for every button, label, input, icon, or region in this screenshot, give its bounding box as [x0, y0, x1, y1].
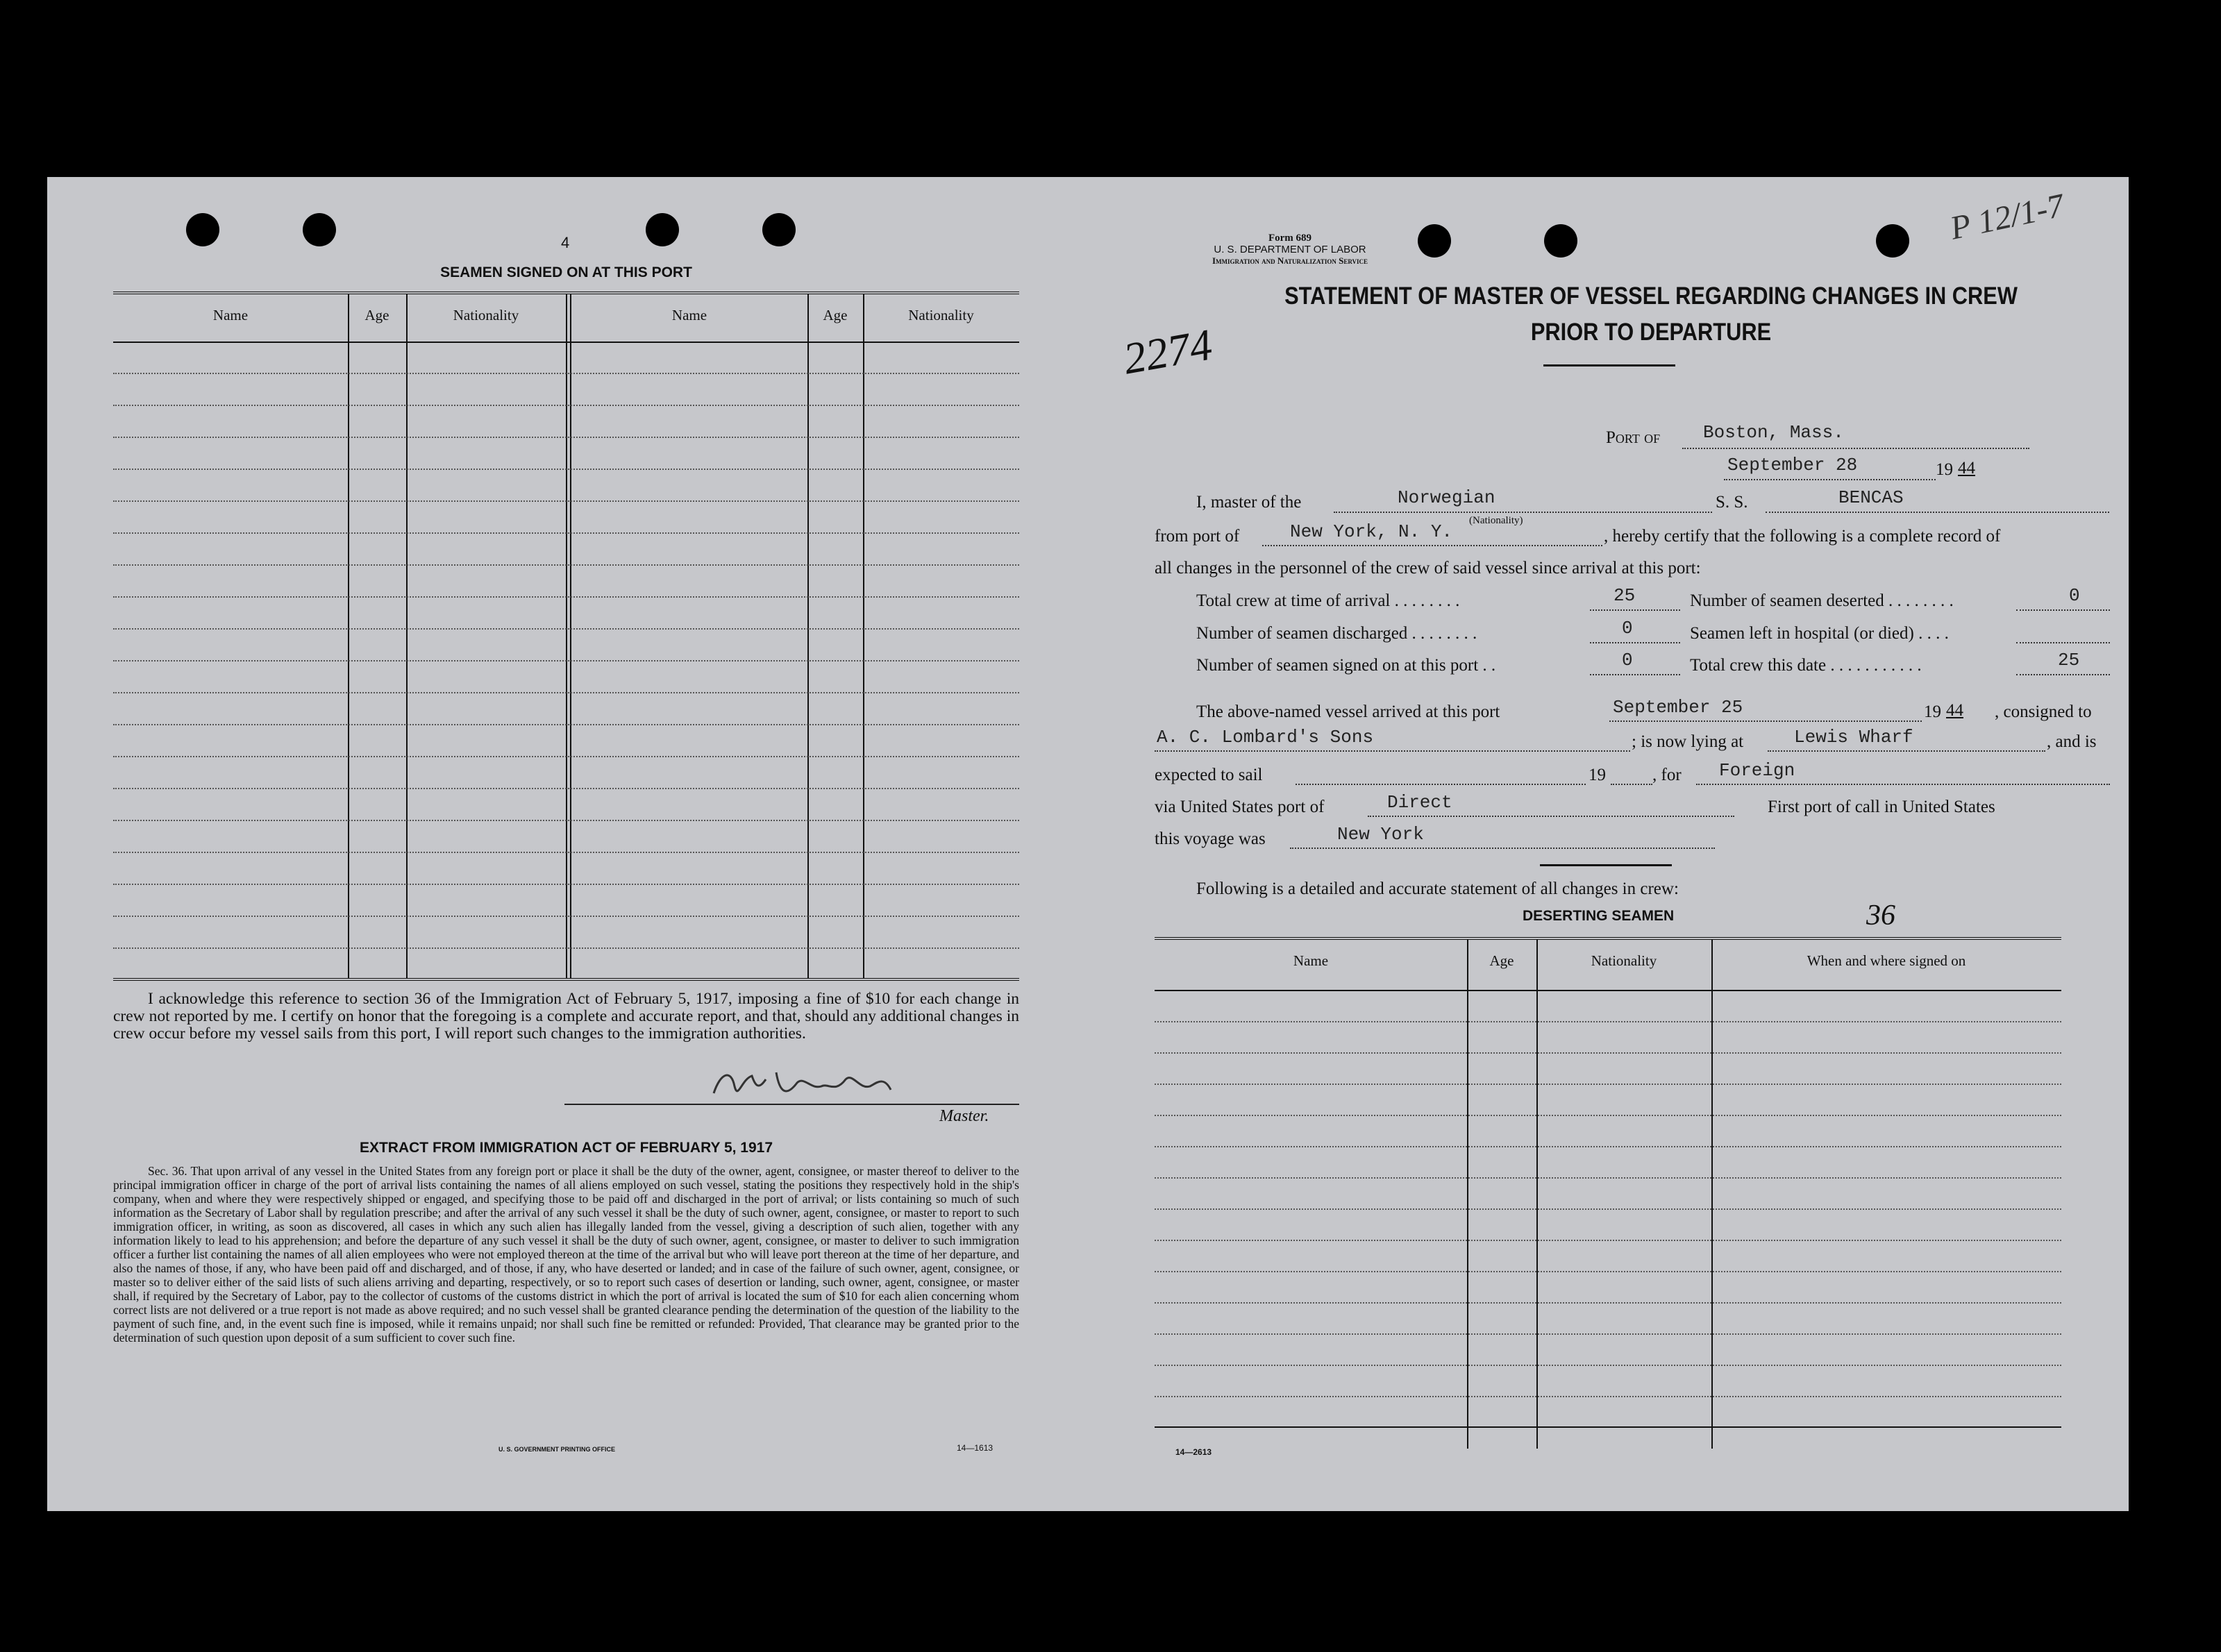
col-header-when-where: When and where signed on: [1807, 952, 1966, 969]
consignee-value: A. C. Lombard's Sons: [1157, 727, 1374, 748]
port-label: Port of: [1606, 428, 1661, 447]
master-of-the-label: I, master of the: [1196, 493, 1302, 512]
arrived-year-prefix: 19: [1924, 702, 1941, 721]
punch-hole: [1544, 224, 1577, 258]
col-header-name: Name: [212, 307, 249, 323]
certify-text-2: all changes in the personnel of the crew of said vessel since arrival at this port:: [1155, 559, 1701, 578]
extract-text: Sec. 36. That upon arrival of any vessel in the United States from any foreign port or place it shall be the duty of the owner, agent, consignee, or master thereof to deliver to the principal immigration officer in charge of the port of arrival lists containing the names of all aliens employed on such vessel, stating the positions they respectively hold in the ship's company, when and where they were respectively shipped or engaged, and specifying those to be paid off and discharged in the port of arrival; or lists containing so much of such information as the Secretary of Labor shall by regulation prescribe; and after the arrival of any such vessel it shall be the duty of such owner, agent, consignee, or master to report to such immigration officer, in writing, as soon as discovered, all cases in which any such alien has illegally landed from the vessel, giving a description of such alien, together with any information likely to lead to his apprehension; and before the departure of any such vessel it shall be the duty of such owner, agent, consignee, or master to deliver to such immigration officer a further list containing the names of all alien employees who were not employed thereon at the time of the arrival but who will leave port thereon at the time of her departure, and also the names of those, if any, who have been paid off and discharged, and of those, if any, who have deserted or landed; and in case of the failure of such owner, agent, consignee, or master so to deliver either of the said lists of such aliens arriving and departing, respectively, or so to report such cases of desertion or landing, such owner, agent, consignee, or master shall, if required by the Secretary of Labor, pay to the collector of customs of the customs district in which the port of arrival is located the sum of $10 for each alien concerning whom correct lists are not delivered or a true report is not made as above required; and no such vessel shall be granted clearance pending the determination of the question of the liability to the payment of such fine, and, in the event such fine is imposed, while it remains unpaid; nor shall such fine be remitted or refunded: Provided, That clearance may be granted prior to the determination of such question upon deposit of a sum sufficient to cover such fine.: [113, 1164, 1019, 1345]
master-signature: [700, 1059, 991, 1107]
ss-label: S. S.: [1716, 493, 1748, 512]
printing-office: U. S. GOVERNMENT PRINTING OFFICE: [498, 1446, 616, 1453]
form-title-line2: PRIOR TO DEPARTURE: [1530, 319, 1772, 346]
arrived-date: September 25: [1613, 697, 1743, 718]
and-is-label: , and is: [2047, 732, 2097, 751]
punch-hole: [303, 213, 336, 246]
form-number: Form 689: [1268, 233, 1312, 244]
discharged-label: Number of seamen discharged . . . . . . . .: [1196, 624, 1477, 643]
acknowledgement-text: I acknowledge this reference to section 36 of the Immigration Act of February 5, 1917, imposing a fine of $10 for each change in crew not reported by me. I certify on honor that the foregoing is a complete and accurate report, and that, should any additional changes in crew occur before my vessel sails from this port, I will report such changes to the immigration authorities.: [113, 990, 1019, 1043]
total-crew-arrival-value: 25: [1614, 585, 1636, 606]
arrived-year: 44: [1946, 701, 1963, 720]
seamen-signed-on-table: [113, 292, 1019, 981]
corner-note: P 12/1-7: [1947, 187, 2068, 247]
col-header-name: Name: [1293, 952, 1329, 969]
col-header-age: Age: [823, 307, 848, 323]
deserted-label: Number of seamen deserted . . . . . . . .: [1690, 591, 1954, 610]
handwritten-number: 2274: [1119, 319, 1216, 384]
expected-year-prefix: 19: [1589, 766, 1606, 784]
deserted-value: 0: [2069, 585, 2080, 606]
via-label: via United States port of: [1155, 798, 1325, 816]
for-label: , for: [1652, 766, 1682, 784]
right-form-code: 14—2613: [1175, 1447, 1212, 1457]
lying-label: ; is now lying at: [1632, 732, 1744, 751]
punch-hole: [186, 213, 219, 246]
total-crew-arrival-label: Total crew at time of arrival . . . . . . . .: [1196, 591, 1460, 610]
handwritten-36: 36: [1866, 900, 1895, 932]
vessel-nationality: Norwegian: [1398, 487, 1495, 508]
punch-hole: [646, 213, 679, 246]
punch-hole: [1876, 224, 1909, 258]
left-form-code: 14—1613: [957, 1443, 994, 1453]
col-header-age: Age: [364, 307, 389, 323]
col-header-age: Age: [1489, 952, 1514, 969]
col-header-name: Name: [671, 307, 707, 323]
certify-text: , hereby certify that the following is a complete record of: [1604, 527, 2001, 546]
col-header-nationality: Nationality: [453, 307, 519, 323]
total-crew-date-label: Total crew this date . . . . . . . . . . .: [1690, 656, 1922, 675]
signed-on-label: Number of seamen signed on at this port . .: [1196, 656, 1496, 675]
port-value: Boston, Mass.: [1703, 422, 1844, 443]
voyage-label: this voyage was: [1155, 829, 1266, 848]
department: U. S. DEPARTMENT OF LABOR: [1214, 244, 1366, 255]
lying-value: Lewis Wharf: [1794, 727, 1913, 748]
arrived-label: The above-named vessel arrived at this port: [1196, 702, 1500, 721]
master-label: Master.: [939, 1107, 989, 1125]
via-value: Direct: [1387, 792, 1452, 813]
service: Immigration and Naturalization Service: [1212, 255, 1368, 266]
page-number: 4: [561, 234, 570, 251]
for-value: Foreign: [1719, 760, 1795, 781]
from-port-value: New York, N. Y.: [1290, 521, 1453, 542]
total-crew-date-value: 25: [2058, 650, 2080, 671]
col-header-nationality: Nationality: [1591, 952, 1657, 969]
left-section-title: SEAMEN SIGNED ON AT THIS PORT: [440, 264, 692, 280]
year-value: 44: [1958, 459, 1975, 478]
ship-name: BENCAS: [1838, 487, 1904, 508]
from-port-label: from port of: [1155, 527, 1240, 546]
following-label: Following is a detailed and accurate statement of all changes in crew:: [1196, 879, 1679, 898]
deserting-seamen-table: [1155, 937, 2061, 1449]
punch-hole: [762, 213, 796, 246]
hospital-label: Seamen left in hospital (or died) . . . .: [1690, 624, 1949, 643]
signed-on-value: 0: [1622, 650, 1633, 671]
discharged-value: 0: [1622, 618, 1633, 639]
col-header-nationality: Nationality: [908, 307, 974, 323]
nationality-caption: (Nationality): [1469, 515, 1523, 526]
form-sheet: [47, 177, 2129, 1511]
consigned-label: , consigned to: [1995, 702, 2092, 721]
extract-title: EXTRACT FROM IMMIGRATION ACT OF FEBRUARY 5, 1917: [359, 1140, 773, 1156]
year-prefix: 19: [1936, 460, 1953, 479]
report-date: September 28: [1727, 455, 1858, 475]
deserting-seamen-title: DESERTING SEAMEN: [1523, 908, 1675, 924]
expected-label: expected to sail: [1155, 766, 1263, 784]
first-port-label: First port of call in United States: [1768, 798, 1995, 816]
voyage-value: New York: [1337, 824, 1424, 845]
form-title-line1: STATEMENT OF MASTER OF VESSEL REGARDING CHANGES IN CREW: [1284, 283, 2018, 310]
